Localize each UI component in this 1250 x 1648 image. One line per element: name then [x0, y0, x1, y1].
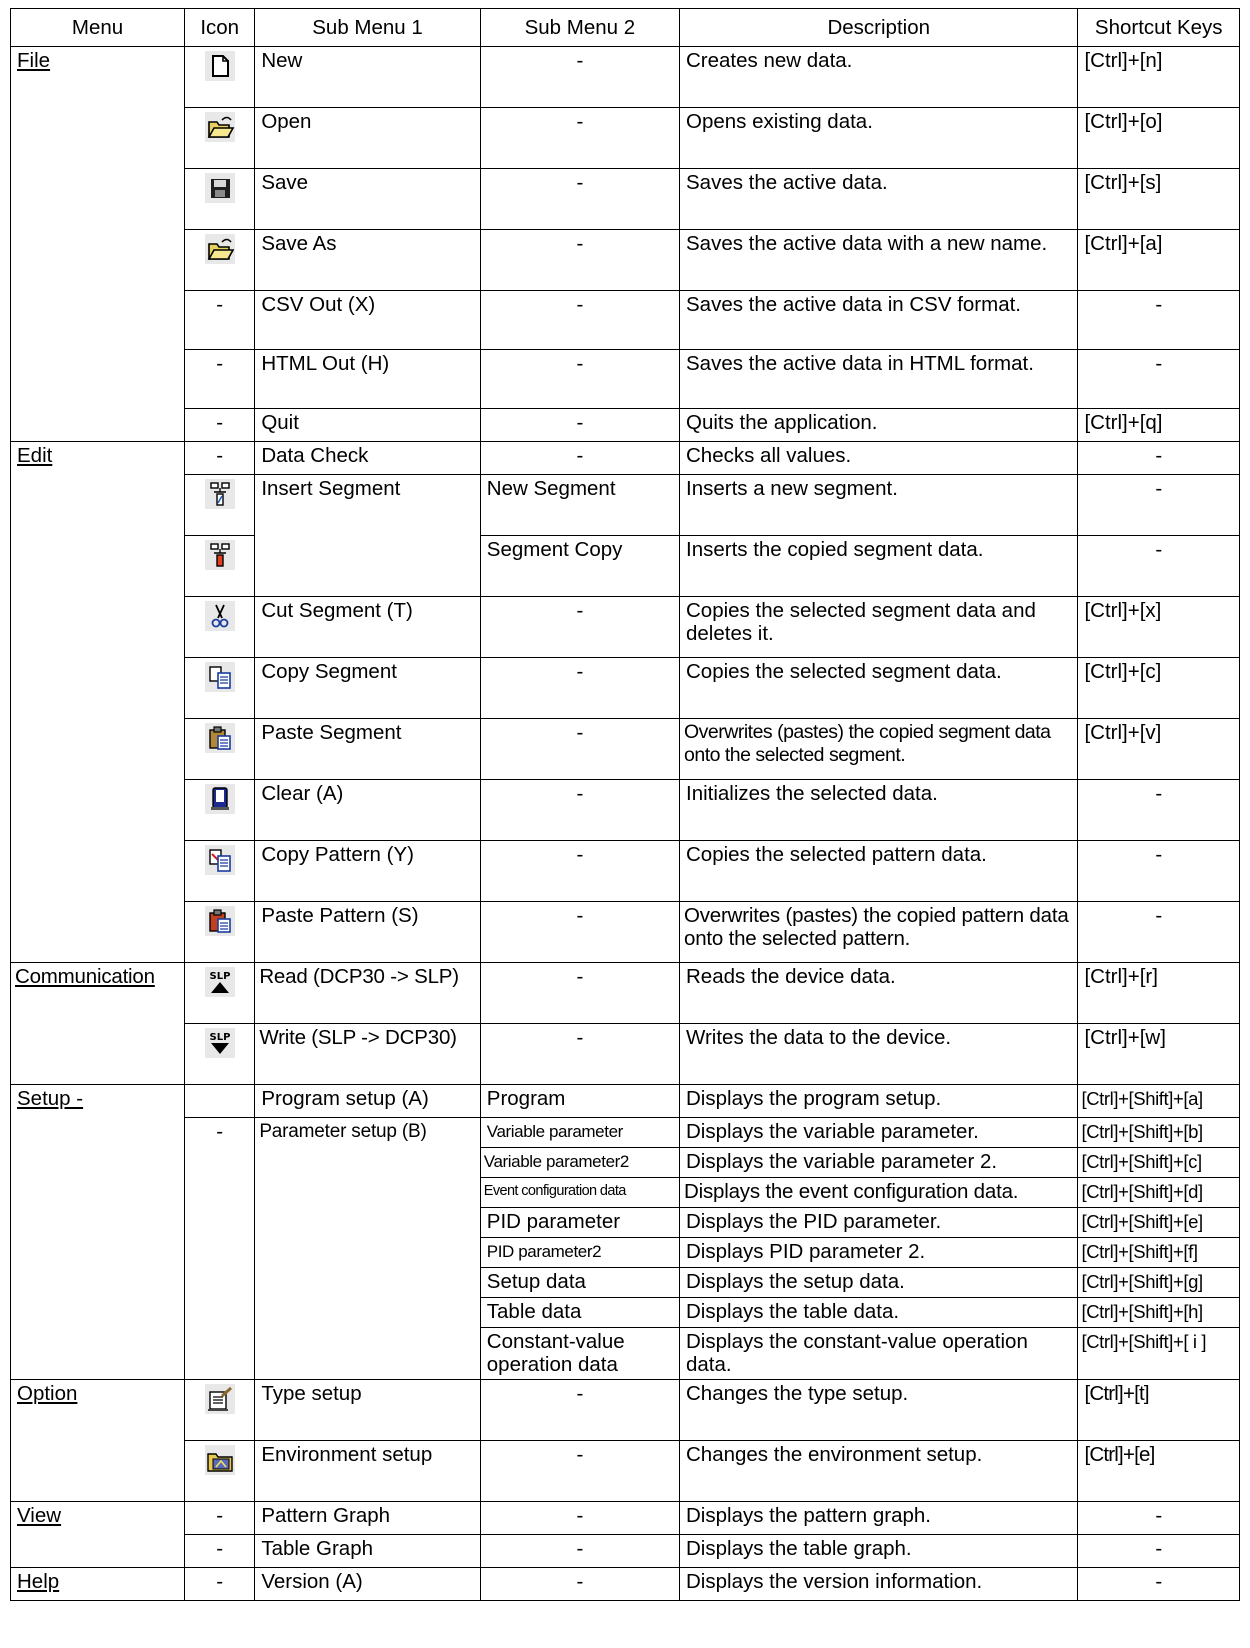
table-row — [11, 1535, 1240, 1568]
icon-cell — [185, 658, 255, 719]
table-row — [11, 597, 1240, 658]
table-row — [11, 230, 1240, 291]
header-menu: Menu — [11, 9, 185, 47]
header-sub-menu-2: Sub Menu 2 — [480, 9, 679, 47]
description-cell: Opens existing data. — [680, 108, 1078, 169]
sub-menu-2-cell: - — [480, 841, 679, 902]
new-file-icon — [205, 51, 235, 86]
description-cell: Changes the type setup. — [680, 1380, 1078, 1441]
sub-menu-1-cell: Parameter setup (B) — [255, 1118, 480, 1380]
shortcut-cell: [Ctrl]+[Shift]+[ i ] — [1078, 1328, 1240, 1380]
sub-menu-2-cell: - — [480, 1535, 679, 1568]
sub-menu-2-cell: - — [480, 442, 679, 475]
shortcut-cell: [Ctrl]+[Shift]+[e] — [1078, 1208, 1240, 1238]
save-disk-icon — [205, 173, 235, 208]
shortcut-cell: [Ctrl]+[c] — [1078, 658, 1240, 719]
environment-setup-icon — [205, 1445, 235, 1480]
icon-cell — [185, 169, 255, 230]
shortcut-cell: [Ctrl]+[o] — [1078, 108, 1240, 169]
description-cell: Overwrites (pastes) the copied pattern data onto the selected pattern. — [680, 902, 1078, 963]
description-cell: Creates new data. — [680, 47, 1078, 108]
sub-menu-1-cell: Data Check — [255, 442, 480, 475]
sub-menu-1-cell: Open — [255, 108, 480, 169]
sub-menu-1-cell: Type setup — [255, 1380, 480, 1441]
sub-menu-2-cell: - — [480, 350, 679, 409]
menu-cell-communication: Communication — [11, 963, 185, 1085]
header-row — [11, 9, 1240, 47]
icon-cell — [185, 536, 255, 597]
menu-cell-view: View — [11, 1502, 185, 1568]
slp-read-icon — [205, 967, 235, 1002]
sub-menu-1-cell: Save — [255, 169, 480, 230]
menu-cell-help: Help — [11, 1568, 185, 1601]
description-cell: Displays the variable parameter. — [680, 1118, 1078, 1148]
sub-menu-2-cell: - — [480, 230, 679, 291]
description-cell: Reads the device data. — [680, 963, 1078, 1024]
description-cell: Writes the data to the device. — [680, 1024, 1078, 1085]
shortcut-cell: [Ctrl]+[Shift]+[f] — [1078, 1238, 1240, 1268]
sub-menu-1-cell: Cut Segment (T) — [255, 597, 480, 658]
shortcut-cell: - — [1078, 442, 1240, 475]
insert-segment-copy-icon — [205, 540, 235, 575]
sub-menu-1-cell: Program setup (A) — [255, 1085, 480, 1118]
sub-menu-1-cell: Read (DCP30 -> SLP) — [255, 963, 480, 1024]
description-cell: Displays the table data. — [680, 1298, 1078, 1328]
icon-cell — [185, 1380, 255, 1441]
table-row — [11, 902, 1240, 963]
description-cell: Saves the active data. — [680, 169, 1078, 230]
sub-menu-2-cell: Event configuration data — [480, 1178, 679, 1208]
sub-menu-2-cell: Setup data — [480, 1268, 679, 1298]
insert-segment-icon — [205, 479, 235, 514]
sub-menu-2-cell: - — [480, 291, 679, 350]
sub-menu-2-cell: Segment Copy — [480, 536, 679, 597]
shortcut-cell: [Ctrl]+[r] — [1078, 963, 1240, 1024]
description-cell: Displays the pattern graph. — [680, 1502, 1078, 1535]
table-row — [11, 1118, 1240, 1148]
description-cell: Copies the selected segment data. — [680, 658, 1078, 719]
shortcut-cell: - — [1078, 1568, 1240, 1601]
icon-cell: - — [185, 1118, 255, 1380]
icon-cell: - — [185, 409, 255, 442]
description-cell: Saves the active data in CSV format. — [680, 291, 1078, 350]
icon-cell — [185, 902, 255, 963]
icon-cell — [185, 475, 255, 536]
sub-menu-1-cell: New — [255, 47, 480, 108]
icon-cell — [185, 108, 255, 169]
table-row — [11, 475, 1240, 536]
icon-cell: - — [185, 1568, 255, 1601]
sub-menu-2-cell: PID parameter — [480, 1208, 679, 1238]
table-row — [11, 841, 1240, 902]
sub-menu-2-cell: - — [480, 1502, 679, 1535]
description-cell: Displays the version information. — [680, 1568, 1078, 1601]
type-setup-icon — [205, 1384, 235, 1419]
table-row — [11, 1024, 1240, 1085]
sub-menu-1-cell: Copy Pattern (Y) — [255, 841, 480, 902]
sub-menu-2-cell: - — [480, 1024, 679, 1085]
sub-menu-2-cell: - — [480, 108, 679, 169]
menu-cell-setup: Setup - — [11, 1085, 185, 1380]
icon-cell — [185, 719, 255, 780]
sub-menu-2-cell: - — [480, 658, 679, 719]
table-row — [11, 719, 1240, 780]
shortcut-cell: [Ctrl]+[Shift]+[g] — [1078, 1268, 1240, 1298]
icon-cell — [185, 1441, 255, 1502]
icon-cell — [185, 963, 255, 1024]
description-cell: Displays the PID parameter. — [680, 1208, 1078, 1238]
table-row — [11, 108, 1240, 169]
sub-menu-2-cell: Variable parameter — [480, 1118, 679, 1148]
shortcut-cell: [Ctrl]+[e] — [1078, 1441, 1240, 1502]
shortcut-cell: - — [1078, 475, 1240, 536]
description-cell: Copies the selected pattern data. — [680, 841, 1078, 902]
description-cell: Checks all values. — [680, 442, 1078, 475]
description-cell: Saves the active data with a new name. — [680, 230, 1078, 291]
icon-cell: - — [185, 1535, 255, 1568]
shortcut-cell: - — [1078, 902, 1240, 963]
svg-text:SLP: SLP — [209, 1032, 231, 1043]
shortcut-cell: [Ctrl]+[s] — [1078, 169, 1240, 230]
description-cell: Inserts a new segment. — [680, 475, 1078, 536]
sub-menu-2-cell: New Segment — [480, 475, 679, 536]
table-row — [11, 169, 1240, 230]
icon-cell: - — [185, 1502, 255, 1535]
description-cell: Displays the variable parameter 2. — [680, 1148, 1078, 1178]
description-cell: Initializes the selected data. — [680, 780, 1078, 841]
table-row — [11, 409, 1240, 442]
description-cell: Copies the selected segment data and deletes it. — [680, 597, 1078, 658]
shortcut-cell: [Ctrl]+[Shift]+[h] — [1078, 1298, 1240, 1328]
header-icon: Icon — [185, 9, 255, 47]
copy-icon — [205, 662, 235, 697]
table-row — [11, 1502, 1240, 1535]
shortcut-cell: [Ctrl]+[Shift]+[c] — [1078, 1148, 1240, 1178]
description-cell: Quits the application. — [680, 409, 1078, 442]
document-page — [10, 8, 1240, 1601]
description-cell: Displays PID parameter 2. — [680, 1238, 1078, 1268]
table-row — [11, 658, 1240, 719]
shortcut-cell: - — [1078, 780, 1240, 841]
description-cell: Displays the setup data. — [680, 1268, 1078, 1298]
icon-cell: - — [185, 291, 255, 350]
shortcut-cell: [Ctrl]+[v] — [1078, 719, 1240, 780]
table-row — [11, 47, 1240, 108]
sub-menu-1-cell: Quit — [255, 409, 480, 442]
sub-menu-1-cell: Environment setup — [255, 1441, 480, 1502]
clear-icon — [205, 784, 235, 819]
scissors-icon — [205, 601, 235, 636]
sub-menu-2-cell: - — [480, 1380, 679, 1441]
sub-menu-2-cell: - — [480, 169, 679, 230]
shortcut-cell: - — [1078, 841, 1240, 902]
header-description: Description — [680, 9, 1078, 47]
slp-write-icon — [205, 1028, 235, 1063]
sub-menu-2-cell: - — [480, 409, 679, 442]
sub-menu-2-cell: - — [480, 902, 679, 963]
shortcut-cell: [Ctrl]+[n] — [1078, 47, 1240, 108]
shortcut-cell: [Ctrl]+[Shift]+[b] — [1078, 1118, 1240, 1148]
menu-cell-option: Option — [11, 1380, 185, 1502]
shortcut-cell: - — [1078, 1535, 1240, 1568]
description-cell: Saves the active data in HTML format. — [680, 350, 1078, 409]
description-cell: Displays the program setup. — [680, 1085, 1078, 1118]
description-cell: Inserts the copied segment data. — [680, 536, 1078, 597]
menu-cell-edit: Edit — [11, 442, 185, 963]
sub-menu-1-cell: HTML Out (H) — [255, 350, 480, 409]
save-as-folder-icon — [205, 234, 235, 269]
icon-cell — [185, 841, 255, 902]
shortcut-cell: [Ctrl]+[Shift]+[d] — [1078, 1178, 1240, 1208]
shortcut-cell: [Ctrl]+[a] — [1078, 230, 1240, 291]
shortcut-cell: [Ctrl]+[x] — [1078, 597, 1240, 658]
sub-menu-1-cell: Pattern Graph — [255, 1502, 480, 1535]
table-row — [11, 1085, 1240, 1118]
table-row — [11, 963, 1240, 1024]
sub-menu-1-cell: Paste Pattern (S) — [255, 902, 480, 963]
open-folder-icon — [205, 112, 235, 147]
sub-menu-2-cell: - — [480, 597, 679, 658]
table-row — [11, 1441, 1240, 1502]
paste-icon — [205, 723, 235, 758]
copy-pattern-icon — [205, 845, 235, 880]
icon-cell — [185, 780, 255, 841]
sub-menu-2-cell: - — [480, 1441, 679, 1502]
icon-cell — [185, 1024, 255, 1085]
shortcut-cell: [Ctrl]+[Shift]+[a] — [1078, 1085, 1240, 1118]
sub-menu-2-cell: Variable parameter2 — [480, 1148, 679, 1178]
shortcut-cell: - — [1078, 350, 1240, 409]
description-cell: Displays the event configuration data. — [680, 1178, 1078, 1208]
menu-cell-file: File — [11, 47, 185, 442]
table-row — [11, 291, 1240, 350]
sub-menu-1-cell: Table Graph — [255, 1535, 480, 1568]
description-cell: Displays the table graph. — [680, 1535, 1078, 1568]
paste-pattern-icon — [205, 906, 235, 941]
sub-menu-1-cell: CSV Out (X) — [255, 291, 480, 350]
sub-menu-2-cell: Constant-value operation data — [480, 1328, 679, 1380]
table-row — [11, 1568, 1240, 1601]
icon-cell: - — [185, 350, 255, 409]
sub-menu-1-cell: Clear (A) — [255, 780, 480, 841]
sub-menu-1-cell: Write (SLP -> DCP30) — [255, 1024, 480, 1085]
table-row — [11, 780, 1240, 841]
sub-menu-2-cell: - — [480, 1568, 679, 1601]
icon-cell: - — [185, 442, 255, 475]
sub-menu-2-cell: - — [480, 780, 679, 841]
icon-cell — [185, 597, 255, 658]
icon-cell — [185, 47, 255, 108]
sub-menu-2-cell: - — [480, 47, 679, 108]
shortcut-cell: [Ctrl]+[t] — [1078, 1380, 1240, 1441]
table-row — [11, 1380, 1240, 1441]
menu-reference-table — [10, 8, 1240, 1601]
sub-menu-2-cell: PID parameter2 — [480, 1238, 679, 1268]
sub-menu-2-cell: Table data — [480, 1298, 679, 1328]
sub-menu-1-cell: Paste Segment — [255, 719, 480, 780]
table-row — [11, 536, 1240, 597]
header-shortcut-keys: Shortcut Keys — [1078, 9, 1240, 47]
icon-cell — [185, 1085, 255, 1118]
shortcut-cell: - — [1078, 536, 1240, 597]
description-cell: Changes the environment setup. — [680, 1441, 1078, 1502]
shortcut-cell: [Ctrl]+[w] — [1078, 1024, 1240, 1085]
sub-menu-1-cell: Copy Segment — [255, 658, 480, 719]
svg-text:SLP: SLP — [209, 971, 231, 982]
sub-menu-2-cell: Program — [480, 1085, 679, 1118]
sub-menu-1-cell: Version (A) — [255, 1568, 480, 1601]
header-sub-menu-1: Sub Menu 1 — [255, 9, 480, 47]
shortcut-cell: - — [1078, 1502, 1240, 1535]
sub-menu-2-cell: - — [480, 719, 679, 780]
icon-cell — [185, 230, 255, 291]
table-row — [11, 442, 1240, 475]
shortcut-cell: [Ctrl]+[q] — [1078, 409, 1240, 442]
sub-menu-2-cell: - — [480, 963, 679, 1024]
table-row — [11, 350, 1240, 409]
sub-menu-1-cell: Insert Segment — [255, 475, 480, 597]
description-cell: Displays the constant-value operation data. — [680, 1328, 1078, 1380]
shortcut-cell: - — [1078, 291, 1240, 350]
sub-menu-1-cell: Save As — [255, 230, 480, 291]
description-cell: Overwrites (pastes) the copied segment data onto the selected segment. — [680, 719, 1078, 780]
